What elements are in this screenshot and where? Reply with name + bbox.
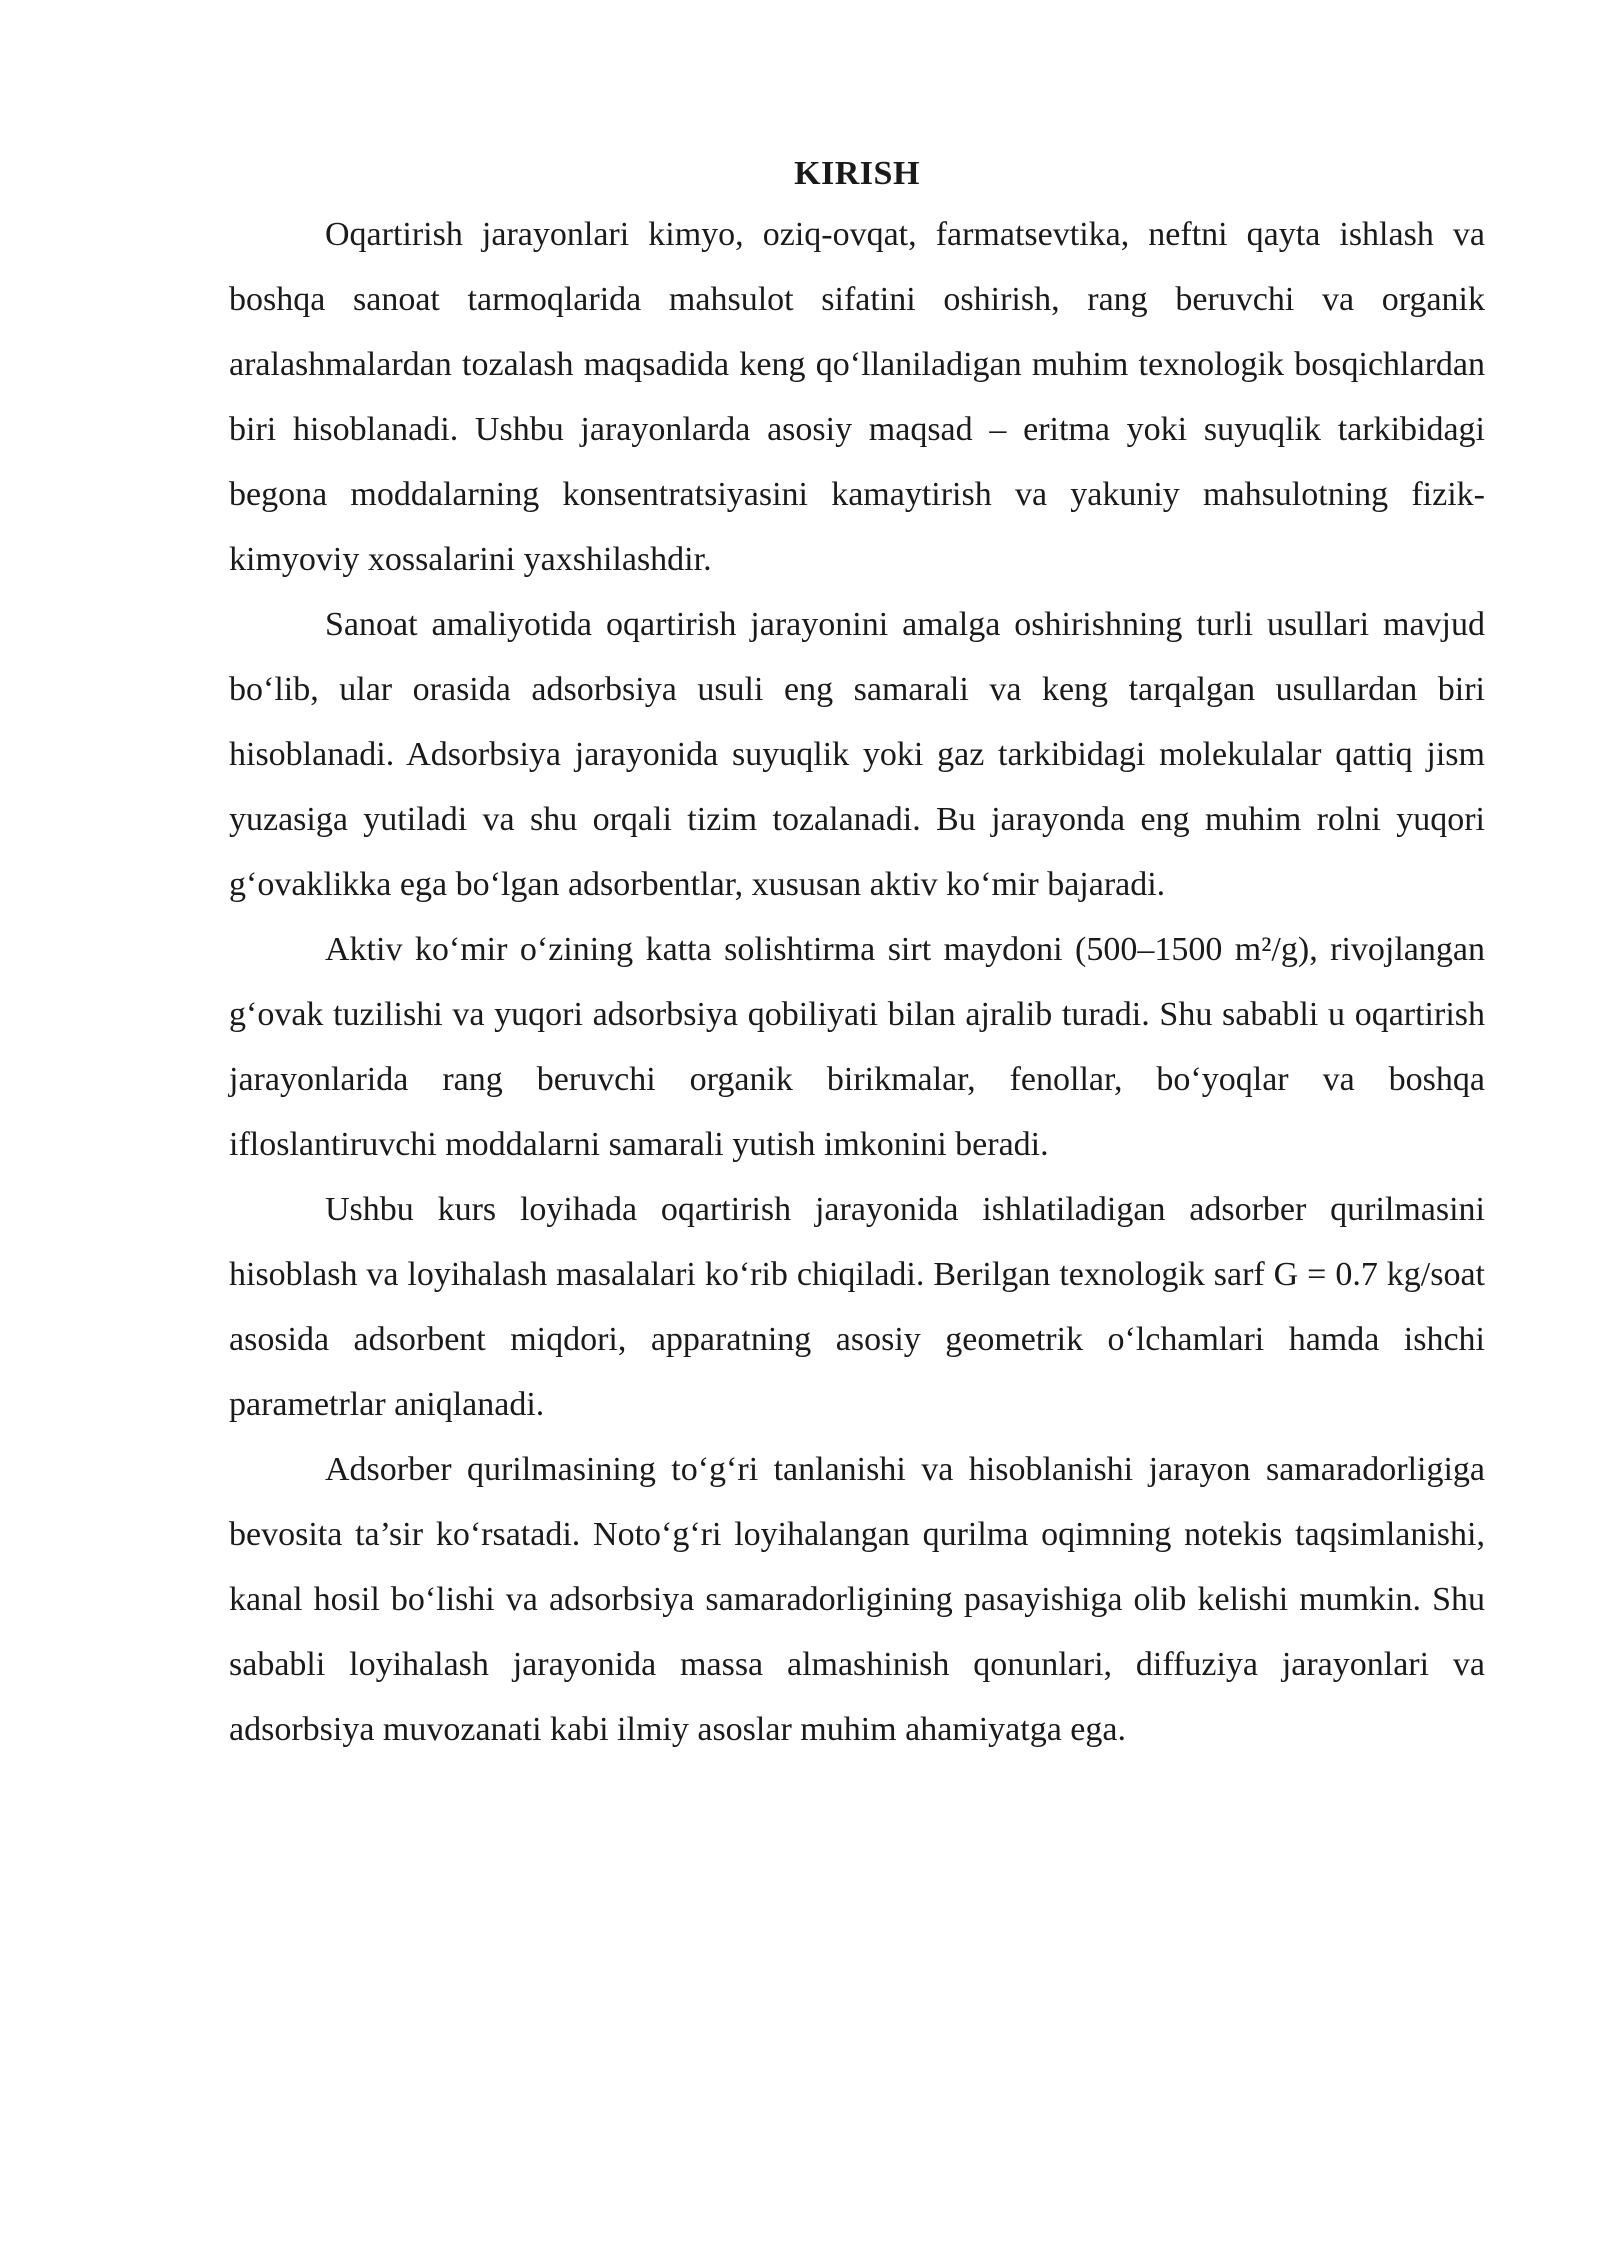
paragraph-5: Adsorber qurilmasining to‘g‘ri tanlanishi va hisoblanishi jarayon samaradorligiga bevosita ta’sir ko‘rsatadi. Noto‘g‘ri loyihalangan qurilma oqimning notekis taqsimlanishi, kanal hosil bo‘lishi va adsorbsiya samaradorligining pasayishiga olib kelishi mumkin. Shu sababli loyihalash jarayonida massa almashinish qonunlari, diffuziya jarayonlari va adsorbsiya muvozanati kabi ilmiy asoslar muhim ahamiyatga ega. <box>229 1451 1485 1748</box>
paragraph-1: Oqartirish jarayonlari kimyo, oziq-ovqat, farmatsevtika, neftni qayta ishlash va boshqa sanoat tarmoqlarida mahsulot sifatini oshirish, rang beruvchi va organik aralashmalardan tozalash maqsadida keng qo‘llaniladigan muhim texnologik bosqichlardan biri hisoblanadi. Ushbu jarayonlarda asosiy maqsad – eritma yoki suyuqlik tarkibidagi begona moddalarning konsentratsiyasini kamaytirish va yakuniy mahsulotning fizik-kimyoviy xossalarini yaxshilashdir. <box>229 216 1485 578</box>
section-title: KIRISH <box>794 155 920 192</box>
paragraph-3: Aktiv ko‘mir o‘zining katta solishtirma sirt maydoni (500–1500 m²/g), rivojlangan g‘ovak tuzilishi va yuqori adsorbsiya qobiliyati bilan ajralib turadi. Shu sababli u oqartirish jarayonlarida rang beruvchi organik birikmalar, fenollar, bo‘yoqlar va boshqa ifloslantiruvchi moddalarni samarali yutish imkonini beradi. <box>229 931 1485 1163</box>
paragraph-2: Sanoat amaliyotida oqartirish jarayonini amalga oshirishning turli usullari mavjud bo‘lib, ular orasida adsorbsiya usuli eng samarali va keng tarqalgan usullardan biri hisoblanadi. Adsorbsiya jarayonida suyuqlik yoki gaz tarkibidagi molekulalar qattiq jism yuzasiga yutiladi va shu orqali tizim tozalanadi. Bu jarayonda eng muhim rolni yuqori g‘ovaklikka ega bo‘lgan adsorbentlar, xususan aktiv ko‘mir bajaradi. <box>229 606 1485 903</box>
paragraph-4: Ushbu kurs loyihada oqartirish jarayonida ishlatiladigan adsorber qurilmasini hisoblash va loyihalash masalalari ko‘rib chiqiladi. Berilgan texnologik sarf G = 0.7 kg/soat asosida adsorbent miqdori, apparatning asosiy geometrik o‘lchamlari hamda ishchi parametrlar aniqlanadi. <box>229 1191 1485 1423</box>
page-content <box>229 146 1485 1762</box>
